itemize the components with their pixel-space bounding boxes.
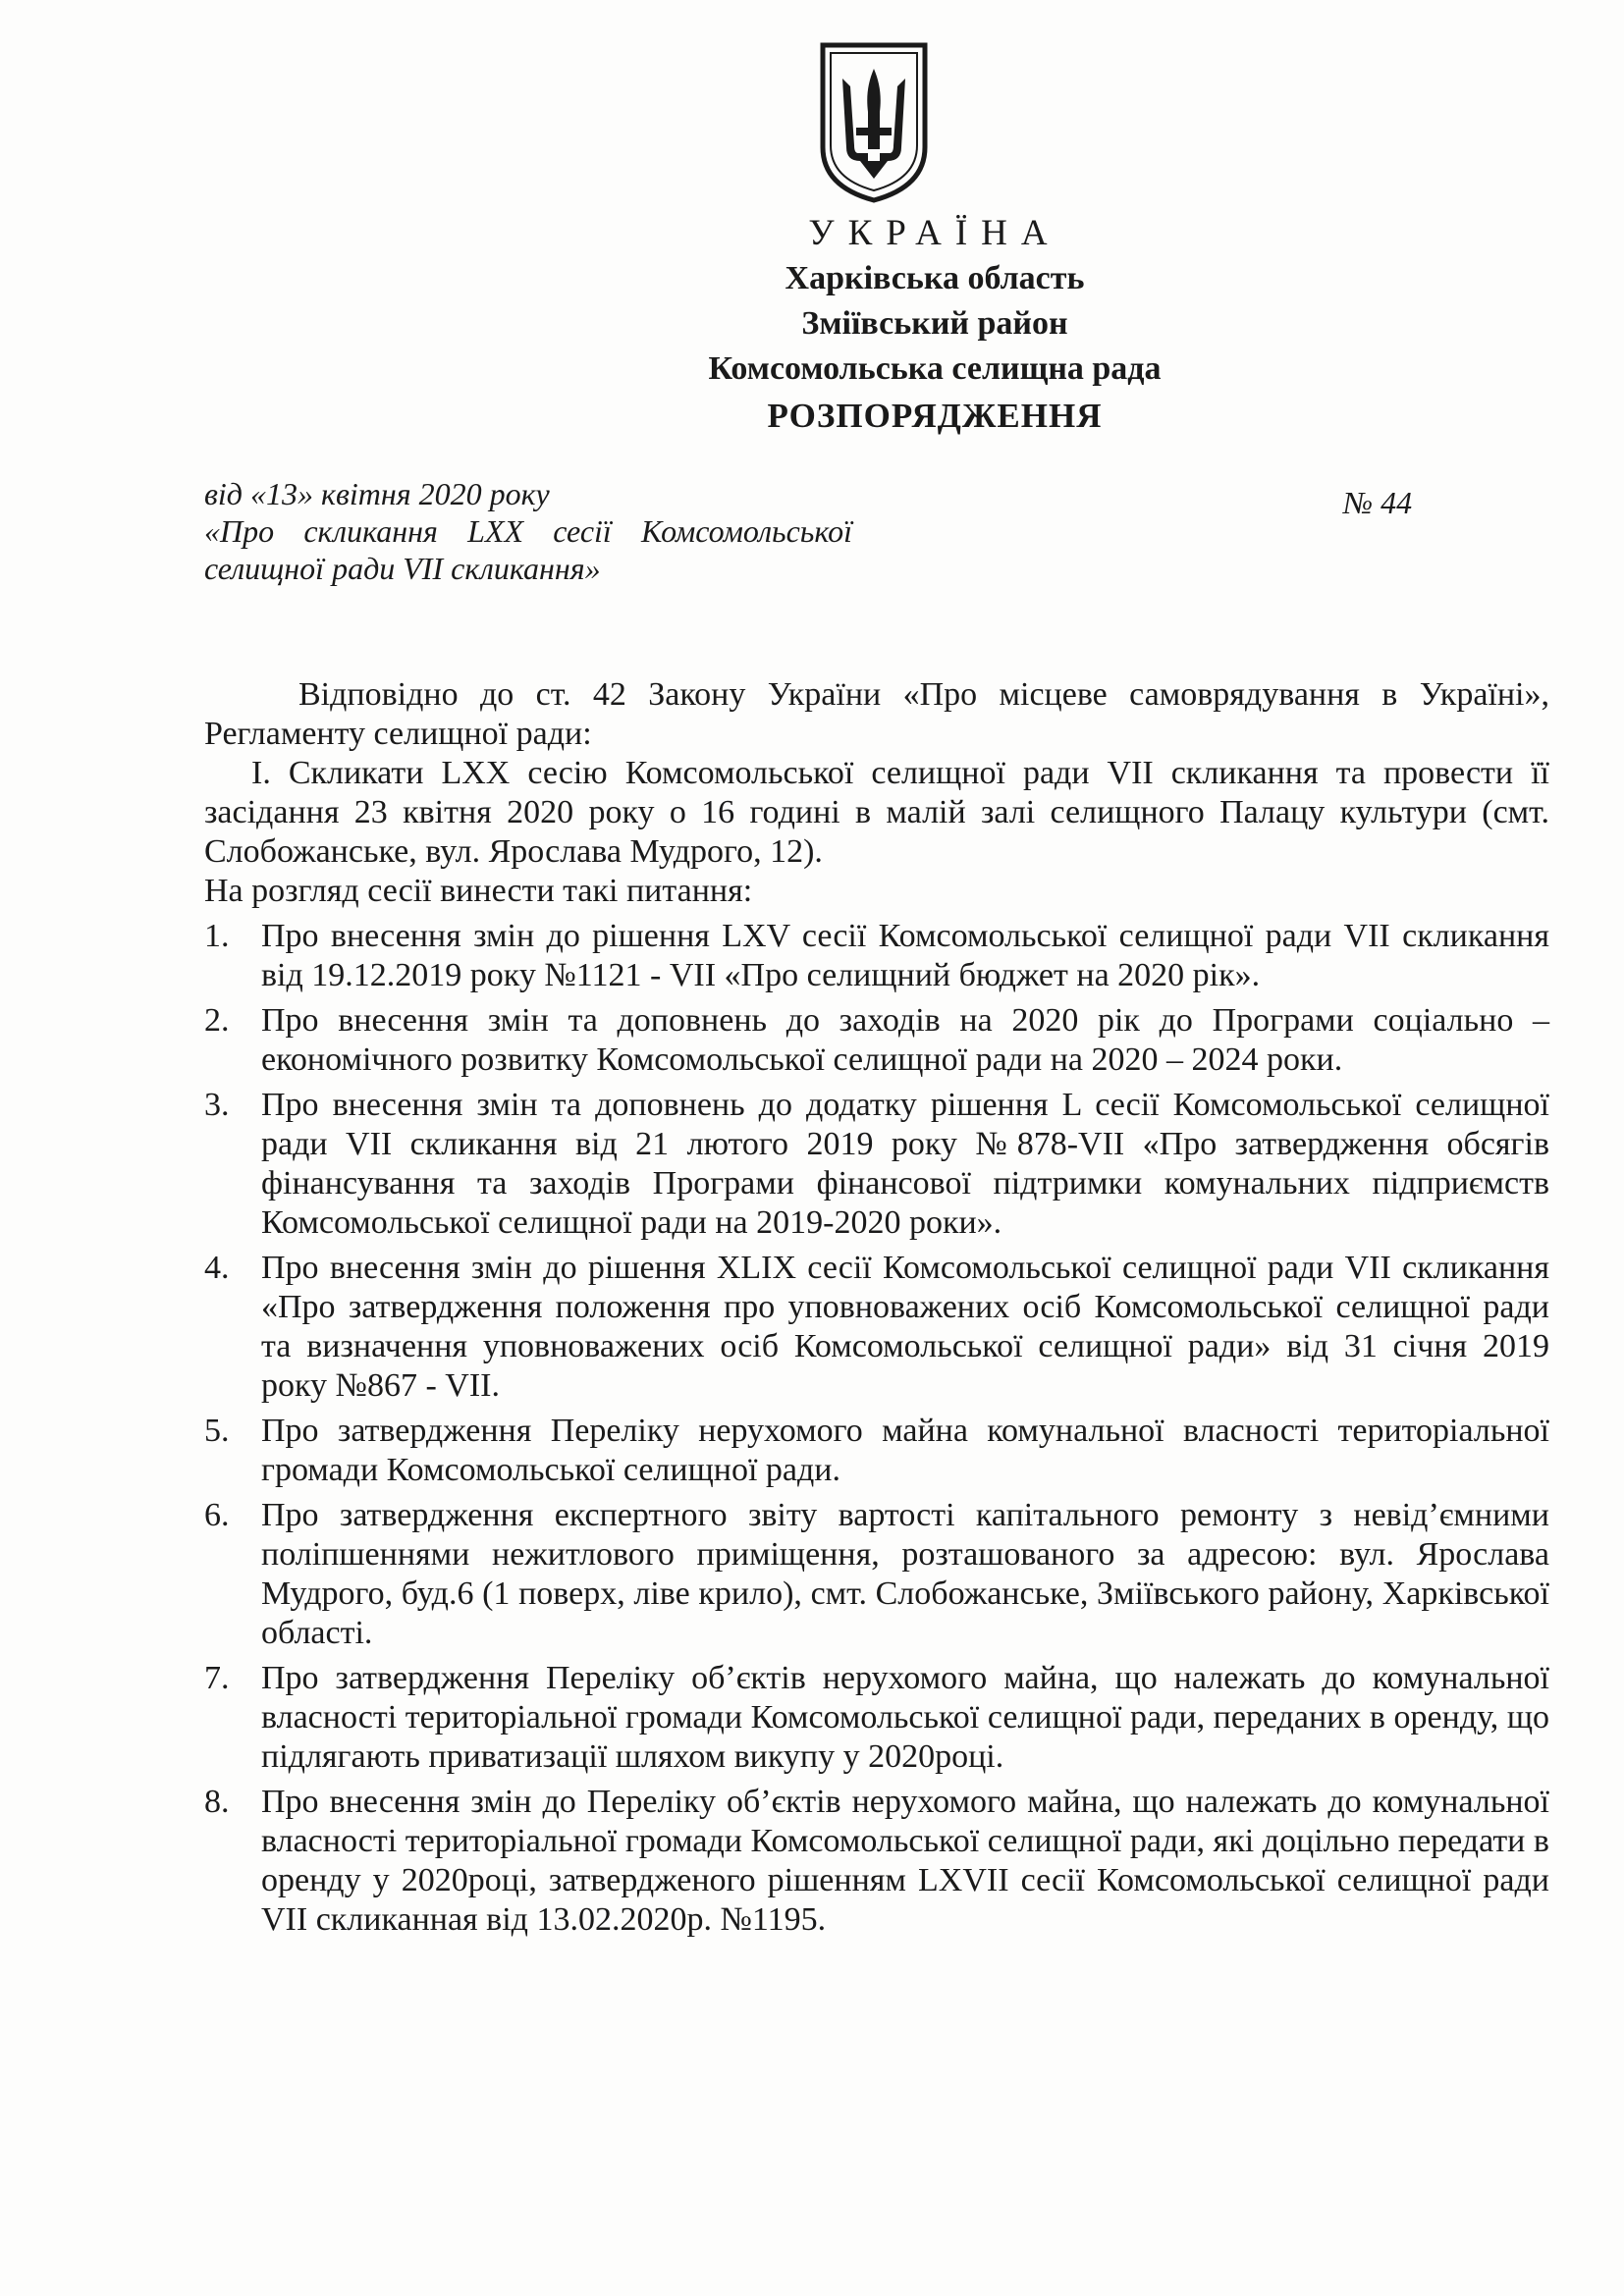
list-item-number: 1. [204, 918, 230, 954]
list-item [204, 1249, 1549, 1406]
agenda-lead: На розгляд сесії винести такі питання: [204, 873, 753, 909]
list-item-number: 5. [204, 1413, 230, 1449]
document-header [0, 211, 1624, 441]
list-item [204, 1496, 1549, 1653]
list-item-text: Про внесення змін до рішення LXV сесії Комсомольської селищної ради VII скликання від 19.12.2019 року №1121 - VII «Про селищний бюджет на 2020 рік». [261, 918, 1549, 993]
district-name: Зміївський район [801, 305, 1068, 342]
list-item-text: Про внесення змін та доповнень до заходів на 2020 рік до Програми соціально – економічного розвитку Комсомольської селищної ради на 2020 – 2024 роки. [261, 1002, 1549, 1078]
document-meta [204, 475, 852, 587]
council-name: Комсомольська селищна рада [708, 350, 1162, 387]
list-item-number: 7. [204, 1660, 230, 1696]
agenda-list [204, 917, 1549, 1940]
document-subject: «Про скликання LXX сесії Комсомольської селищної ради VII скликання» [204, 513, 852, 586]
list-item-number: 6. [204, 1497, 230, 1533]
document-body [204, 675, 1549, 1940]
document-number: № 44 [1343, 485, 1413, 520]
coat-of-arms-icon [817, 39, 931, 206]
list-item-number: 4. [204, 1250, 230, 1286]
list-item [204, 1412, 1549, 1490]
list-item [204, 1001, 1549, 1080]
list-item-text: Про внесення змін до рішення XLIX сесії Комсомольської селищної ради VII скликання «Про затвердження положення про уповноважених осіб Комсомольської селищної ради та визначення уповноважених осіб Комсомольської селищної ради» від 31 січня 2019 року №867 - VII. [261, 1250, 1549, 1404]
list-item [204, 1783, 1549, 1940]
list-item [204, 1659, 1549, 1777]
list-item-number: 8. [204, 1784, 230, 1820]
list-item [204, 917, 1549, 995]
list-item-number: 3. [204, 1087, 230, 1123]
intro-paragraph: Відповідно до ст. 42 Закону України «Про місцеве самоврядування в Україні», Регламенту селищної ради: [204, 676, 1549, 752]
list-item-text: Про затвердження експертного звіту вартості капітального ремонту з невід’ємними поліпшеннями нежитлового приміщення, розташованого за адресою: вул. Ярослава Мудрого, буд.6 (1 поверх, ліве крило), смт. Слобожанське, Зміївського району, Харківської області. [261, 1497, 1549, 1651]
document-date: від «13» квітня 2020 року [204, 476, 550, 511]
list-item-text: Про внесення змін та доповнень до додатку рішення L сесії Комсомольської селищної ради VII скликання від 21 лютого 2019 року №878-VII «Про затвердження обсягів фінансування та заходів Програми фінансової підтримки комунальних підприємств Комсомольської селищної ради на 2019-2020 роки». [261, 1087, 1549, 1241]
list-item-text: Про затвердження Переліку об’єктів нерухомого майна, що належать до комунальної власності територіальної громади Комсомольської селищної ради, переданих в оренду, що підлягають приватизації шляхом викупу у 2020році. [261, 1660, 1549, 1775]
list-item-number: 2. [204, 1002, 230, 1039]
document-type: РОЗПОРЯДЖЕННЯ [767, 397, 1103, 435]
list-item-text: Про внесення змін до Переліку об’єктів нерухомого майна, що належать до комунальної власності територіальної громади Комсомольської селищної ради, які доцільно передати в оренду у 2020році, затвердженого рішенням LXVII сесії Комсомольської селищної ради VII скликанная від 13.02.2020р. №1195. [261, 1784, 1549, 1938]
decision-paragraph: І. Скликати LXX сесію Комсомольської селищної ради VII скликання та провести її засідання 23 квітня 2020 року о 16 годині в малій залі селищного Палацу культури (смт. Слобожанське, вул. Ярослава Мудрого, 12). [204, 755, 1549, 870]
list-item [204, 1086, 1549, 1243]
country-name: УКРАЇНА [808, 213, 1061, 253]
region-name: Харківська область [785, 260, 1085, 296]
list-item-text: Про затвердження Переліку нерухомого майна комунальної власності територіальної громади Комсомольської селищної ради. [261, 1413, 1549, 1488]
